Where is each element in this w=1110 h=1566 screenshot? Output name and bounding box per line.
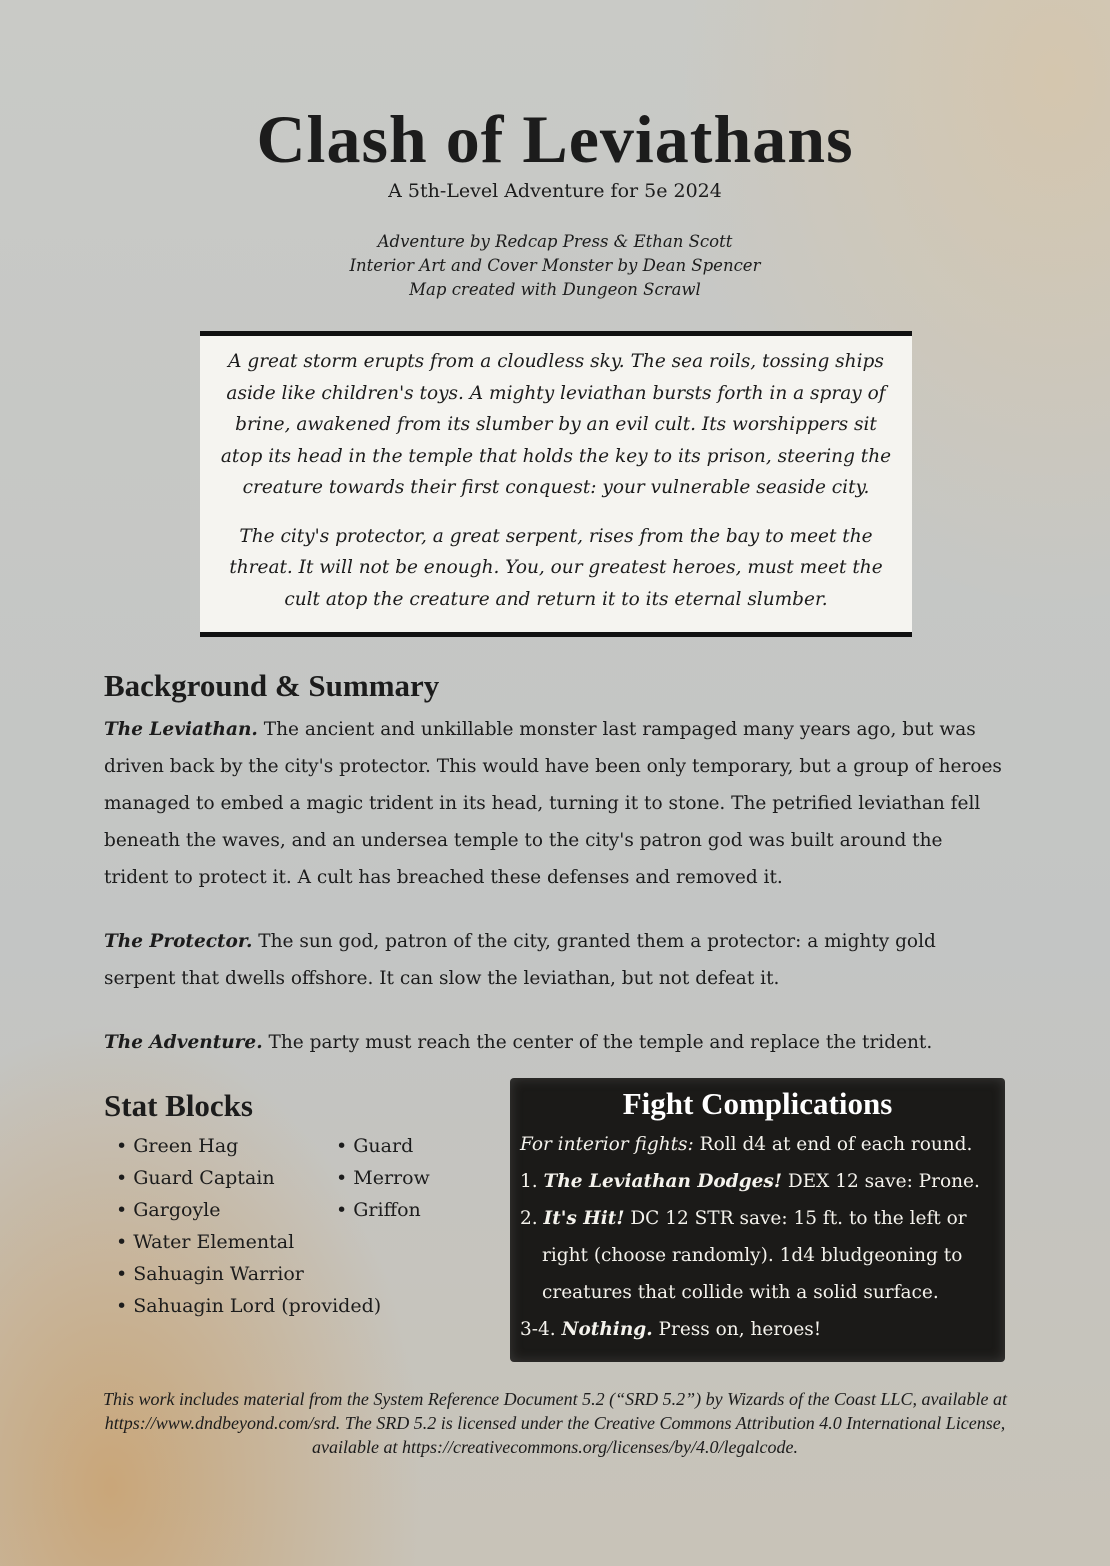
item-text: Press on, heroes!: [652, 1319, 822, 1340]
paragraph-lead: The Adventure.: [104, 1032, 263, 1053]
intro-text: Roll d4 at end of each round.: [693, 1134, 973, 1155]
stat-blocks-heading: Stat Blocks: [104, 1088, 253, 1123]
item-lead: Nothing.: [561, 1319, 653, 1340]
fight-item-continued: right (choose randomly). 1d4 bludgeoning to: [542, 1245, 963, 1266]
fight-item-continued: creatures that collide with a solid surface.: [542, 1282, 939, 1303]
paragraph-text: The party must reach the center of the temple and replace the trident.: [262, 1032, 933, 1053]
read-aloud-paragraph: A great storm erupts from a cloudless sky. The sea roils, tossing ships aside like children's toys. A mighty leviathan bursts forth in a spray of brine, awakened from its slumber by an evil cult. Its worshippers sit atop its head in the temple that holds the key to its prison, steering the creature towards their first conquest: your vulnerable seaside city.: [220, 351, 892, 498]
paragraph-leviathan: [104, 711, 1004, 896]
list-item: • Gargoyle: [116, 1194, 381, 1226]
background-section: [104, 711, 1004, 1088]
list-item: • Merrow: [336, 1162, 430, 1194]
paragraph-text: The ancient and unkillable monster last rampaged many years ago, but was driven back by the city's protector. This would have been only temporary, but a group of heroes managed to embed a magic trident in its head, turning it to stone. The petrified leviathan fell beneath the waves, and an undersea temple to the city's patron god was built around the trident to protect it. A cult has breached these defenses and removed it.: [104, 719, 1002, 888]
credit-line: Interior Art and Cover Monster by Dean Spencer: [349, 256, 761, 275]
item-number: 3-4.: [520, 1319, 562, 1340]
list-item: • Water Elemental: [116, 1226, 381, 1258]
list-item: • Green Hag: [116, 1130, 381, 1162]
read-aloud-paragraph: The city's protector, a great serpent, rises from the bay to meet the threat. It will not be enough. You, our greatest heroes, must meet the cult atop the creature and return it to its eternal slumber.: [229, 525, 883, 610]
fight-intro: [520, 1126, 995, 1163]
list-item: • Sahuagin Lord (provided): [116, 1290, 381, 1322]
license-footer: This work includes material from the System Reference Document 5.2 (“SRD 5.2”) by Wizards of the Coast LLC, available at https://www.dndbeyond.com/srd. The SRD 5.2 is licensed under the Creative Commons Attribution 4.0 International License, available at https://creativecommons.org/licenses/by/4.0/legalcode.: [103, 1389, 1007, 1457]
paragraph-lead: The Leviathan.: [104, 719, 258, 740]
fight-heading: Fight Complications: [622, 1086, 893, 1121]
item-number: 1.: [520, 1171, 544, 1192]
paragraph-protector: [104, 923, 1004, 997]
item-text: DC 12 STR save: 15 ft. to the left or: [624, 1208, 967, 1229]
list-item: • Sahuagin Warrior: [116, 1258, 381, 1290]
item-lead: It's Hit!: [543, 1208, 625, 1229]
item-text: DEX 12 save: Prone.: [781, 1171, 980, 1192]
paragraph-adventure: [104, 1024, 1004, 1061]
background-heading: Background & Summary: [104, 668, 440, 703]
fight-item: [520, 1311, 995, 1348]
item-number: 2.: [520, 1208, 544, 1229]
intro-lead: For interior fights:: [520, 1134, 694, 1155]
list-item: • Guard Captain: [116, 1162, 381, 1194]
read-aloud-box: [200, 331, 912, 637]
paragraph-lead: The Protector.: [104, 931, 253, 952]
fight-item: [520, 1163, 995, 1200]
page-title: Clash of Leviathans: [256, 101, 854, 177]
stat-block-list: [336, 1130, 430, 1226]
list-item: • Guard: [336, 1130, 430, 1162]
credit-line: Map created with Dungeon Scrawl: [409, 280, 701, 299]
credit-line: Adventure by Redcap Press & Ethan Scott: [377, 232, 733, 251]
fight-complications-box: [510, 1078, 1005, 1362]
credits: [0, 230, 1110, 302]
paragraph-text: The sun god, patron of the city, granted them a protector: a mighty gold serpent that dwells offshore. It can slow the leviathan, but not defeat it.: [104, 931, 936, 989]
list-item: • Griffon: [336, 1194, 430, 1226]
item-lead: The Leviathan Dodges!: [543, 1171, 782, 1192]
fight-item: [520, 1200, 995, 1237]
subtitle: A 5th-Level Adventure for 5e 2024: [388, 180, 722, 202]
